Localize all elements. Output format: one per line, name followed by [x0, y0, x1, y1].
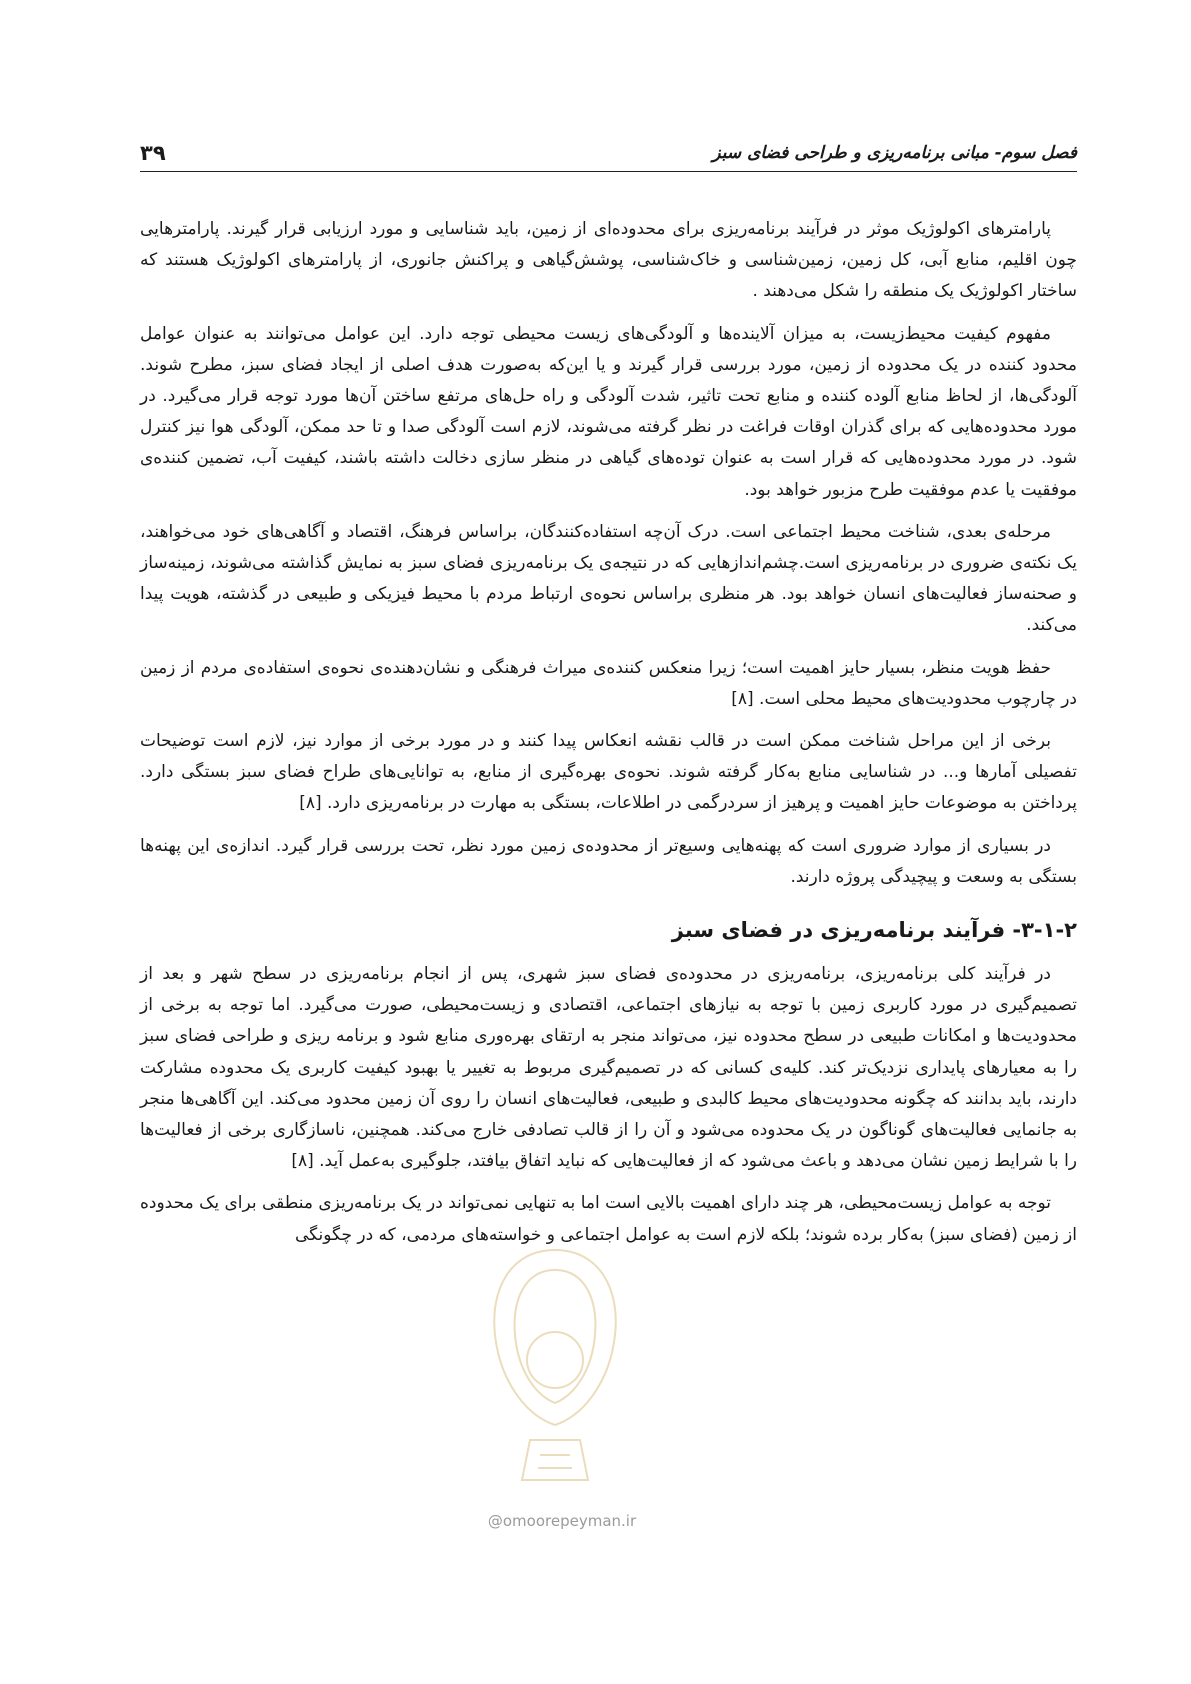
watermark-url: @omoorepeyman.ir — [487, 1512, 637, 1530]
running-header — [140, 141, 1077, 172]
paragraph: حفظ هویت منظر، بسیار حایز اهمیت است؛ زیرا منعکس کننده‌ی میراث فرهنگی و نشان‌دهنده‌ی نحوه‌ی استفاده‌ی مردم از زمین در چارچوب محدودیت‌های محیط محلی است. [۸] — [140, 657, 1077, 709]
watermark-seal-icon — [470, 1240, 640, 1500]
paragraph: مفهوم کیفیت محیط‌زیست، به میزان آلاینده‌ها و آلودگی‌های زیست محیطی توجه دارد. این عوامل می‌توانند به عنوان عوامل محدود کننده در یک محدوده از زمین، مورد بررسی قرار گیرند و یا این‌که به‌صورت هدف اصلی از ایجاد فضای سبز، مطرح شوند. آلودگی‌ها، از لحاظ منابع آلوده کننده و منابع تحت تاثیر، شدت آلودگی و راه حل‌های مرتفع ساختن آن‌ها مورد توجه قرار می‌گیرد. در مورد محدوده‌هایی که برای گذران اوقات فراغت در نظر گرفته می‌شوند، لازم است آلودگی صدا و تا حد ممکن، آلودگی هوا نیز کنترل شود. در مورد محدوده‌هایی که قرار است به عنوان توده‌های گیاهی در منظر سازی دخالت داشته باشند، کیفیت آب، تضمین کننده‌ی موفقیت یا عدم موفقیت طرح مزبور خواهد بود. — [140, 323, 1077, 500]
paragraph: در فرآیند کلی برنامه‌ریزی، برنامه‌ریزی در محدوده‌ی فضای سبز شهری، پس از انجام برنامه‌ریزی در سطح شهر و بعد از تصمیم‌گیری در مورد کاربری زمین با توجه به نیازهای اجتماعی، اقتصادی و زیست‌محیطی، صورت می‌گیرد. اما توجه به برخی از محدودیت‌ها و امکانات طبیعی در سطح محدوده نیز، می‌تواند منجر به ارتقای بهره‌وری منابع شود و برنامه ریزی و طراحی فضای سبز را به معیارهای پایداری نزدیک‌تر کند. کلیه‌ی کسانی که در تصمیم‌گیری مربوط به تغییر یا بهبود کیفیت کاربری یک محدوده مشارکت دارند، باید بدانند که چگونه محدودیت‌های محیط کالبدی و طبیعی، فعالیت‌های انسان را روی آن زمین محدود می‌کند. این آگاهی‌ها منجر به جانمایی فعالیت‌های گوناگون در یک محدوده می‌شود و آن را از قالب تصادفی خارج می‌کند. همچنین، ناسازگاری برخی از فعالیت‌ها را با شرایط زمین نشان می‌دهد و باعث می‌شود که از فعالیت‌هایی که نباید اتفاق بیافتد، جلوگیری به‌عمل آید. [۸] — [140, 964, 1077, 1172]
body-text — [140, 214, 1077, 1262]
paragraph: در بسیاری از موارد ضروری است که پهنه‌هایی وسیع‌تر از محدوده‌ی زمین مورد نظر، تحت بررسی قرار گیرد. اندازه‌ی این پهنه‌ها بستگی به وسعت و پیچیدگی پروژه دارند. — [140, 835, 1077, 887]
paragraph: پارامترهای اکولوژیک موثر در فرآیند برنامه‌ریزی برای محدوده‌ای از زمین، باید شناسایی و مورد ارزیابی قرار گیرند. پارامترهایی چون اقلیم، منابع آبی، کل زمین، زمین‌شناسی و خاک‌شناسی، پوشش‌گیاهی و پراکنش جانوری، از پارامترهای اکولوژیک هستند که ساختار اکولوژیک یک منطقه را شکل می‌دهند . — [140, 219, 1077, 302]
chapter-title: فصل سوم- مبانی برنامه‌ریزی و طراحی فضای سبز — [712, 143, 1077, 163]
page-number: ۳۹ — [140, 141, 166, 165]
section-heading: ۳-۱-۲- فرآیند برنامه‌ریزی در فضای سبز — [671, 918, 1077, 943]
paragraph: مرحله‌ی بعدی، شناخت محیط اجتماعی است. درک آن‌چه استفاده‌کنندگان، براساس فرهنگ، اقتصاد و آگاهی‌های خود می‌خواهند، یک نکته‌ی ضروری در برنامه‌ریزی است.چشم‌اندازهایی که در نتیجه‌ی یک برنامه‌ریزی فضای سبز به نمایش گذاشته می‌شوند، زمینه‌ساز و صحنه‌ساز فعالیت‌های انسان خواهد بود. هر منظری براساس نحوه‌ی ارتباط مردم با محیط فیزیکی و طبیعی در گذشته، هویت پیدا می‌کند. — [140, 521, 1077, 636]
paragraph: توجه به عوامل زیست‌محیطی، هر چند دارای اهمیت بالایی است اما به تنهایی نمی‌تواند در یک برنامه‌ریزی منطقی برای یک محدوده از زمین (فضای سبز) به‌کار برده شوند؛ بلکه لازم است به عوامل اجتماعی و خواسته‌های مردمی، که در چگونگی — [140, 1193, 1077, 1245]
paragraph: برخی از این مراحل شناخت ممکن است در قالب نقشه انعکاس پیدا کنند و در مورد برخی از موارد نیز، لازم است توضیحات تفصیلی آمارها و... در شناسایی منابع به‌کار گرفته شوند. نحوه‌ی بهره‌گیری از منابع، به توانایی‌های طراح فضای سبز بستگی دارد. پرداختن به موضوعات حایز اهمیت و پرهیز از سردرگمی در اطلاعات، بستگی به مهارت در برنامه‌ریزی دارد. [۸] — [140, 731, 1077, 814]
